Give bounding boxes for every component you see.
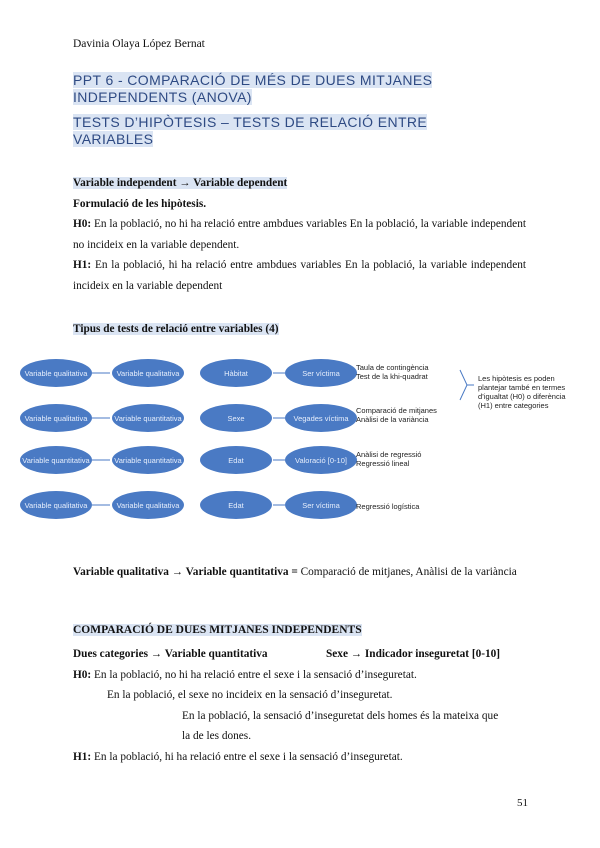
node-variable-quantitative: Variable quantitativa [112,446,184,474]
section-h1-text: En la població, hi ha relació entre el sexe i la sensació d’inseguretat. [94,750,403,763]
h0-text: En la població, no hi ha relació entre ambdues variables En la població, la variable independent no incideix en la variable dependent. [73,218,526,251]
section-h0-line2: En la població, el sexe no incideix en la sensació d’inseguretat. [107,689,393,701]
node-variable-qualitative: Variable qualitativa [20,404,92,432]
section-h0-text: En la població, no hi ha relació entre el sexe i la sensació d’inseguretat. [94,668,417,681]
test-label-group [356,450,421,468]
node-edat: Edat [200,446,272,474]
title-line: VARIABLES [73,131,154,147]
node-variable-qualitative: Variable qualitativa [20,359,92,387]
h1-label: H1: [73,259,92,271]
test-label: Regressió logística [356,502,420,511]
node-edat: Edat [200,491,272,519]
node-variable-quantitative: Variable quantitativa [112,404,184,432]
section-body [73,644,526,767]
section-h0-label: H0: [73,668,92,681]
intro-subheading: Formulació de les hipòtesis. [73,197,207,210]
h1-text: En la població, hi ha relació entre ambdues variables En la població, la variable independent incideix en la variable dependent [73,259,527,292]
title-line: TESTS D’HIPÒTESIS – TESTS DE RELACIÓ ENTRE [73,114,428,130]
title-line: INDEPENDENTS (ANOVA) [73,89,252,105]
section-sub-right: Sexe → Indicador inseguretat [0-10] [326,648,501,660]
test-label: Regressió lineal [356,459,410,468]
test-label: Test de la khi-quadrat [356,372,428,381]
test-label-group [356,363,429,381]
test-label-group [356,406,437,424]
author-header: Davinia Olaya López Bernat [73,38,205,50]
node-valoracio: Valoració [0-10] [285,446,357,474]
node-variable-qualitative: Variable qualitativa [112,359,184,387]
node-sexe: Sexe [200,404,272,432]
section-heading: COMPARACIÓ DE DUES MITJANES INDEPENDENTS [73,624,362,636]
section-h0-line3: En la població, la sensació d’inseguretat dels homes és la mateixa que [182,709,499,722]
diagram-heading: Tipus de tests de relació entre variables (4) [73,323,279,335]
node-variable-quantitative: Variable quantitativa [20,446,92,474]
node-ser-victima: Ser víctima [285,491,357,519]
section-h0-line4: la de les dones. [182,730,252,742]
title-line: PPT 6 - COMPARACIÓ DE MÉS DE DUES MITJANES [73,72,433,88]
test-label-group [356,502,419,511]
section-heading-wrap [73,624,362,636]
page-number: 51 [517,797,528,809]
section-h1-label: H1: [73,750,92,763]
test-label: Anàlisi de la variància [356,415,429,424]
section-sub-left: Dues categories → Variable quantitativa [73,648,268,660]
summary-line [73,562,526,583]
node-variable-qualitative: Variable qualitativa [20,491,92,519]
node-habitat: Hàbitat [200,359,272,387]
test-label: Comparació de mitjanes [356,406,437,415]
summary-bold: Variable qualitativa → Variable quantitativa = [73,566,298,578]
summary-text: Comparació de mitjanes, Anàlisi de la variància [300,566,517,578]
test-label: Taula de contingència [356,363,429,372]
test-label: Anàlisi de regressió [356,450,422,459]
section-subheading-row [73,644,526,665]
node-ser-victima: Ser víctima [285,359,357,387]
h0-label: H0: [73,218,92,230]
intro-heading: Variable independent → Variable dependent [73,177,288,189]
hypothesis-note: Les hipòtesis es poden plantejar també en termes d’igualtat (H0) o diferència (H1) entre categories [478,374,566,410]
node-vegades-victima: Vegades víctima [285,404,357,432]
node-variable-qualitative: Variable qualitativa [112,491,184,519]
